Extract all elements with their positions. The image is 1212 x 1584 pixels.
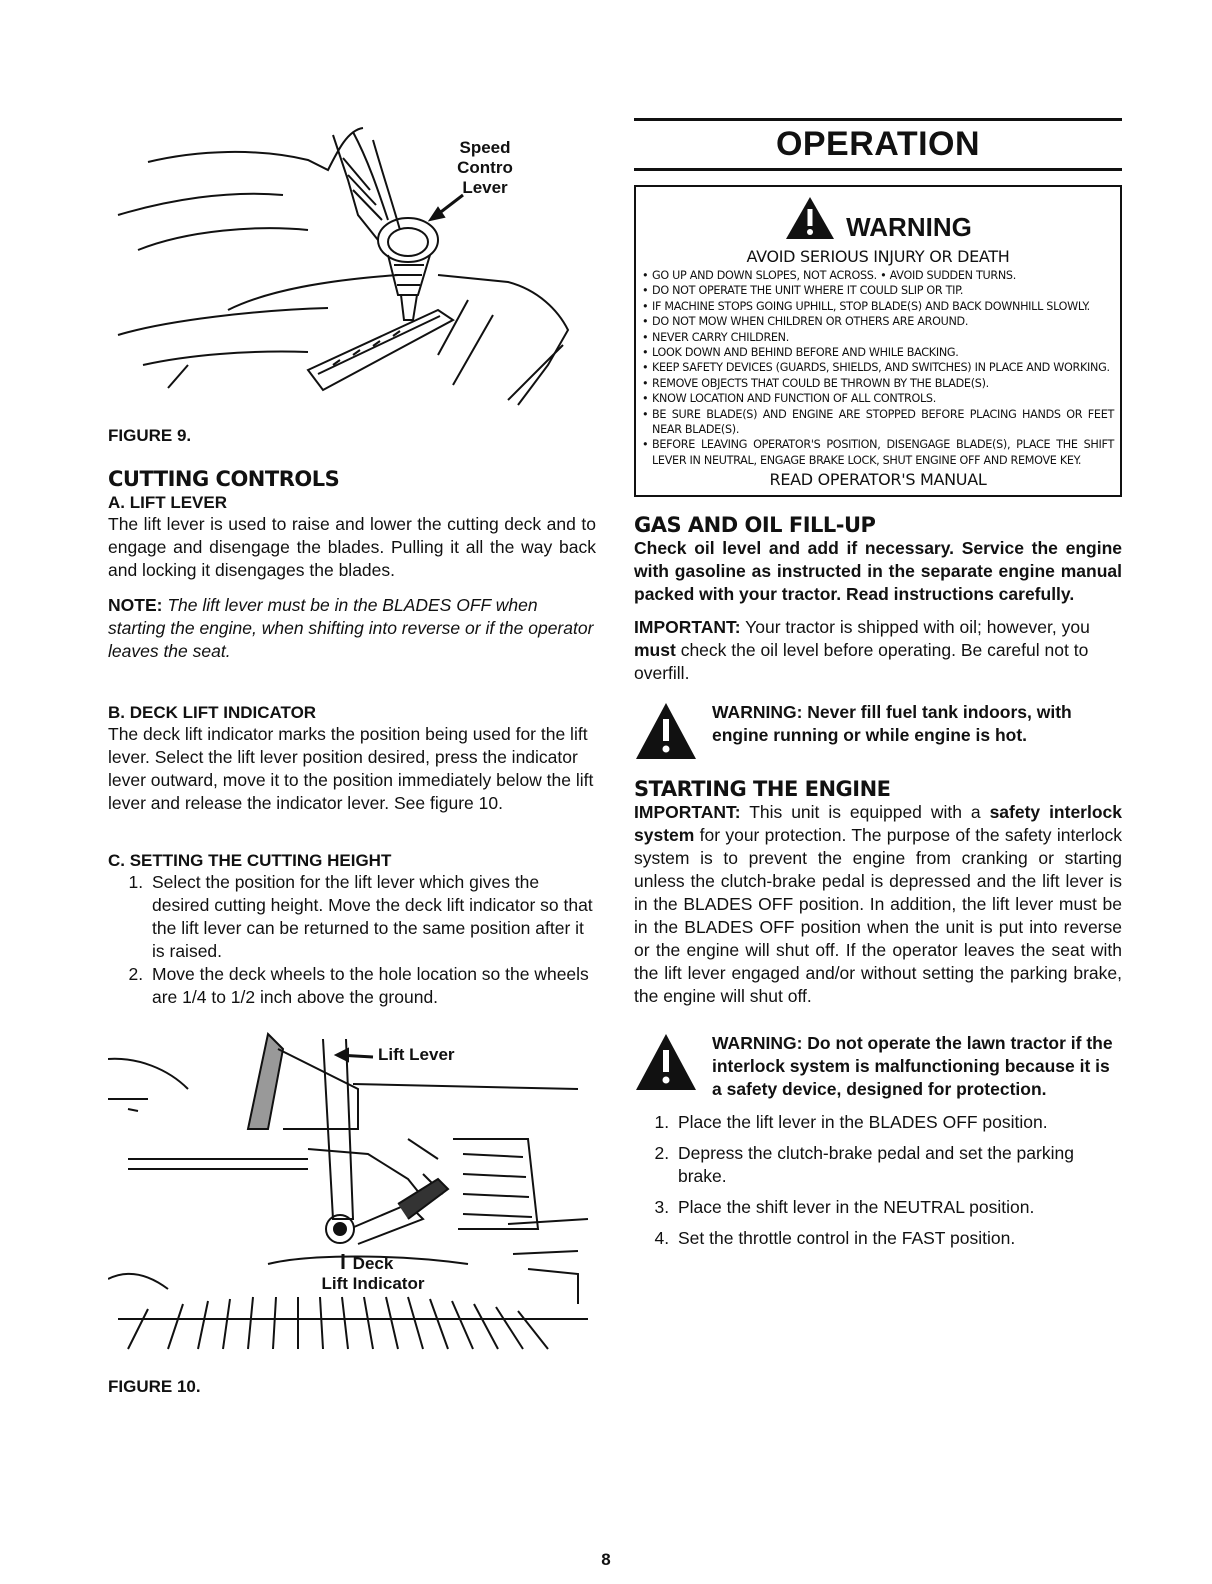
cutting-controls-heading: CUTTING CONTROLS xyxy=(108,467,340,491)
warning-footer: READ OPERATOR'S MANUAL xyxy=(769,470,987,490)
list-item: 3. Place the shift lever in the NEUTRAL position. xyxy=(674,1196,1122,1219)
list-item: • BEFORE LEAVING OPERATOR'S POSITION, DISENGAGE BLADE(S), PLACE THE SHIFT LEVER IN NEUTRAL, ENGAGE BRAKE LOCK, SHUT ENGINE OFF AND REMOVE KEY. xyxy=(642,437,1114,468)
list-item: • KNOW LOCATION AND FUNCTION OF ALL CONTROLS. xyxy=(642,391,1114,406)
note-text: The lift lever must be in the BLADES OFF when starting the engine, when shifting into reverse or if the operator leaves the seat. xyxy=(108,595,594,661)
important-label: IMPORTANT: xyxy=(634,617,741,638)
gas-oil-bold-text: Check oil level and add if necessary. Service the engine with gasoline as instructed in the separate engine manual packed with your tractor. Read instructions carefully. xyxy=(634,538,1122,605)
list-item: • REMOVE OBJECTS THAT COULD BE THROWN BY THE BLADE(S). xyxy=(642,376,1114,391)
list-item: 1. Select the position for the lift lever which gives the desired cutting height. Move the deck lift indicator so that the lift lever can be returned to the same position after it is raised. xyxy=(148,871,596,963)
warning-word: WARNING xyxy=(846,212,972,242)
figure-10-label: FIGURE 10. xyxy=(108,1377,201,1396)
important-label: IMPORTANT: xyxy=(634,802,741,823)
list-item: • LOOK DOWN AND BEHIND BEFORE AND WHILE BACKING. xyxy=(642,345,1114,360)
list-item: • NEVER CARRY CHILDREN. xyxy=(642,330,1114,345)
starting-text: for your protection. The purpose of the safety interlock system is to prevent the engine from cranking or starting unless the clutch-brake pedal is depressed and the lift lever is in the BLADES OFF position. In addition, the lift lever must be in the BLADES OFF position when the unit is put into reverse or the engine will shut off. If the operator leaves the seat with the lift lever engaged and/or without setting the parking brake, the engine will shut off. xyxy=(634,825,1122,1007)
deck-lift-indicator-text: The deck lift indicator marks the position being used for the lift lever. Select the lift lever position desired, press the indicator lever outward, move it to the position immediately below the lift lever and release the indicator lever. See figure 10. xyxy=(108,724,594,813)
page-title: OPERATION xyxy=(634,118,1122,171)
interlock-warning-text: WARNING: Do not operate the lawn tractor if the interlock system is malfunctioning because it is a safety device, designed for protection. xyxy=(712,1033,1113,1100)
left-column xyxy=(108,120,596,1398)
list-item: 1. Place the lift lever in the BLADES OFF position. xyxy=(674,1111,1122,1134)
callout-line: Speed xyxy=(459,138,511,157)
warning-triangle-icon xyxy=(634,701,698,761)
deck-lift-indicator-heading: B. DECK LIFT INDICATOR xyxy=(108,703,317,722)
figure-9-illustration xyxy=(108,120,596,410)
right-column xyxy=(634,118,1122,1250)
gas-oil-heading: GAS AND OIL FILL-UP xyxy=(634,513,876,538)
important-emphasis: must xyxy=(634,640,676,661)
warning-triangle-icon xyxy=(634,1032,698,1092)
gas-oil-important xyxy=(634,616,1122,685)
lift-lever-heading: A. LIFT LEVER xyxy=(108,493,227,512)
warning-list xyxy=(642,268,1114,468)
fuel-warning-text: WARNING: Never fill fuel tank indoors, with engine running or while engine is hot. xyxy=(712,702,1072,746)
list-item: • KEEP SAFETY DEVICES (GUARDS, SHIELDS, AND SWITCHES) IN PLACE AND WORKING. xyxy=(642,360,1114,375)
figure-10-illustration xyxy=(108,1029,596,1359)
warning-header xyxy=(642,195,1114,241)
callout-line: Lever xyxy=(462,178,508,197)
callout-line: Deck xyxy=(352,1254,394,1273)
figure-9-label: FIGURE 9. xyxy=(108,426,192,445)
interlock-warning xyxy=(634,1032,1122,1101)
important-text: Your tractor is shipped with oil; however, you xyxy=(745,617,1090,638)
warning-box xyxy=(634,185,1122,497)
list-item: • IF MACHINE STOPS GOING UPHILL, STOP BLADE(S) AND BACK DOWNHILL SLOWLY. xyxy=(642,299,1114,314)
important-text: check the oil level before operating. Be careful not to overfill. xyxy=(634,640,1089,684)
warning-triangle-icon xyxy=(784,195,836,241)
callout-line: Lift Indicator xyxy=(321,1274,425,1293)
list-item: • BE SURE BLADE(S) AND ENGINE ARE STOPPED BEFORE PLACING HANDS OR FEET NEAR BLADE(S). xyxy=(642,407,1114,438)
starting-text: This unit is equipped with a xyxy=(749,802,981,823)
fuel-warning xyxy=(634,701,1122,761)
figure-10-callout-lift-lever: Lift Lever xyxy=(378,1045,455,1064)
lift-lever-note xyxy=(108,594,596,663)
page-number: 8 xyxy=(601,1550,611,1569)
figure-9 xyxy=(108,120,596,420)
figure-10 xyxy=(108,1029,596,1369)
list-item: • GO UP AND DOWN SLOPES, NOT ACROSS. • AVOID SUDDEN TURNS. xyxy=(642,268,1114,283)
starting-emphasis: safety interlock system xyxy=(634,802,1123,846)
starting-engine-text xyxy=(634,801,1122,1008)
lift-lever-text: The lift lever is used to raise and lower the cutting deck and to engage and disengage the blades. Pulling it all the way back and locking it disengages the blades. xyxy=(108,514,596,580)
list-item: • DO NOT OPERATE THE UNIT WHERE IT COULD SLIP OR TIP. xyxy=(642,283,1114,298)
cutting-height-heading: C. SETTING THE CUTTING HEIGHT xyxy=(108,851,392,870)
warning-subtitle: AVOID SERIOUS INJURY OR DEATH xyxy=(746,247,1010,266)
figure-10-callout-deck xyxy=(298,1254,448,1294)
list-item: 2. Move the deck wheels to the hole location so the wheels are 1/4 to 1/2 inch above the ground. xyxy=(148,963,596,1009)
starting-steps xyxy=(634,1111,1122,1250)
note-label: NOTE: xyxy=(108,595,163,615)
list-item: • DO NOT MOW WHEN CHILDREN OR OTHERS ARE AROUND. xyxy=(642,314,1114,329)
figure-9-callout xyxy=(450,138,520,198)
starting-engine-heading: STARTING THE ENGINE xyxy=(634,777,891,802)
callout-line: Contro xyxy=(457,158,513,177)
list-item: 4. Set the throttle control in the FAST position. xyxy=(674,1227,1122,1250)
cutting-height-steps xyxy=(108,871,596,1009)
list-item: 2. Depress the clutch-brake pedal and set the parking brake. xyxy=(674,1142,1122,1188)
